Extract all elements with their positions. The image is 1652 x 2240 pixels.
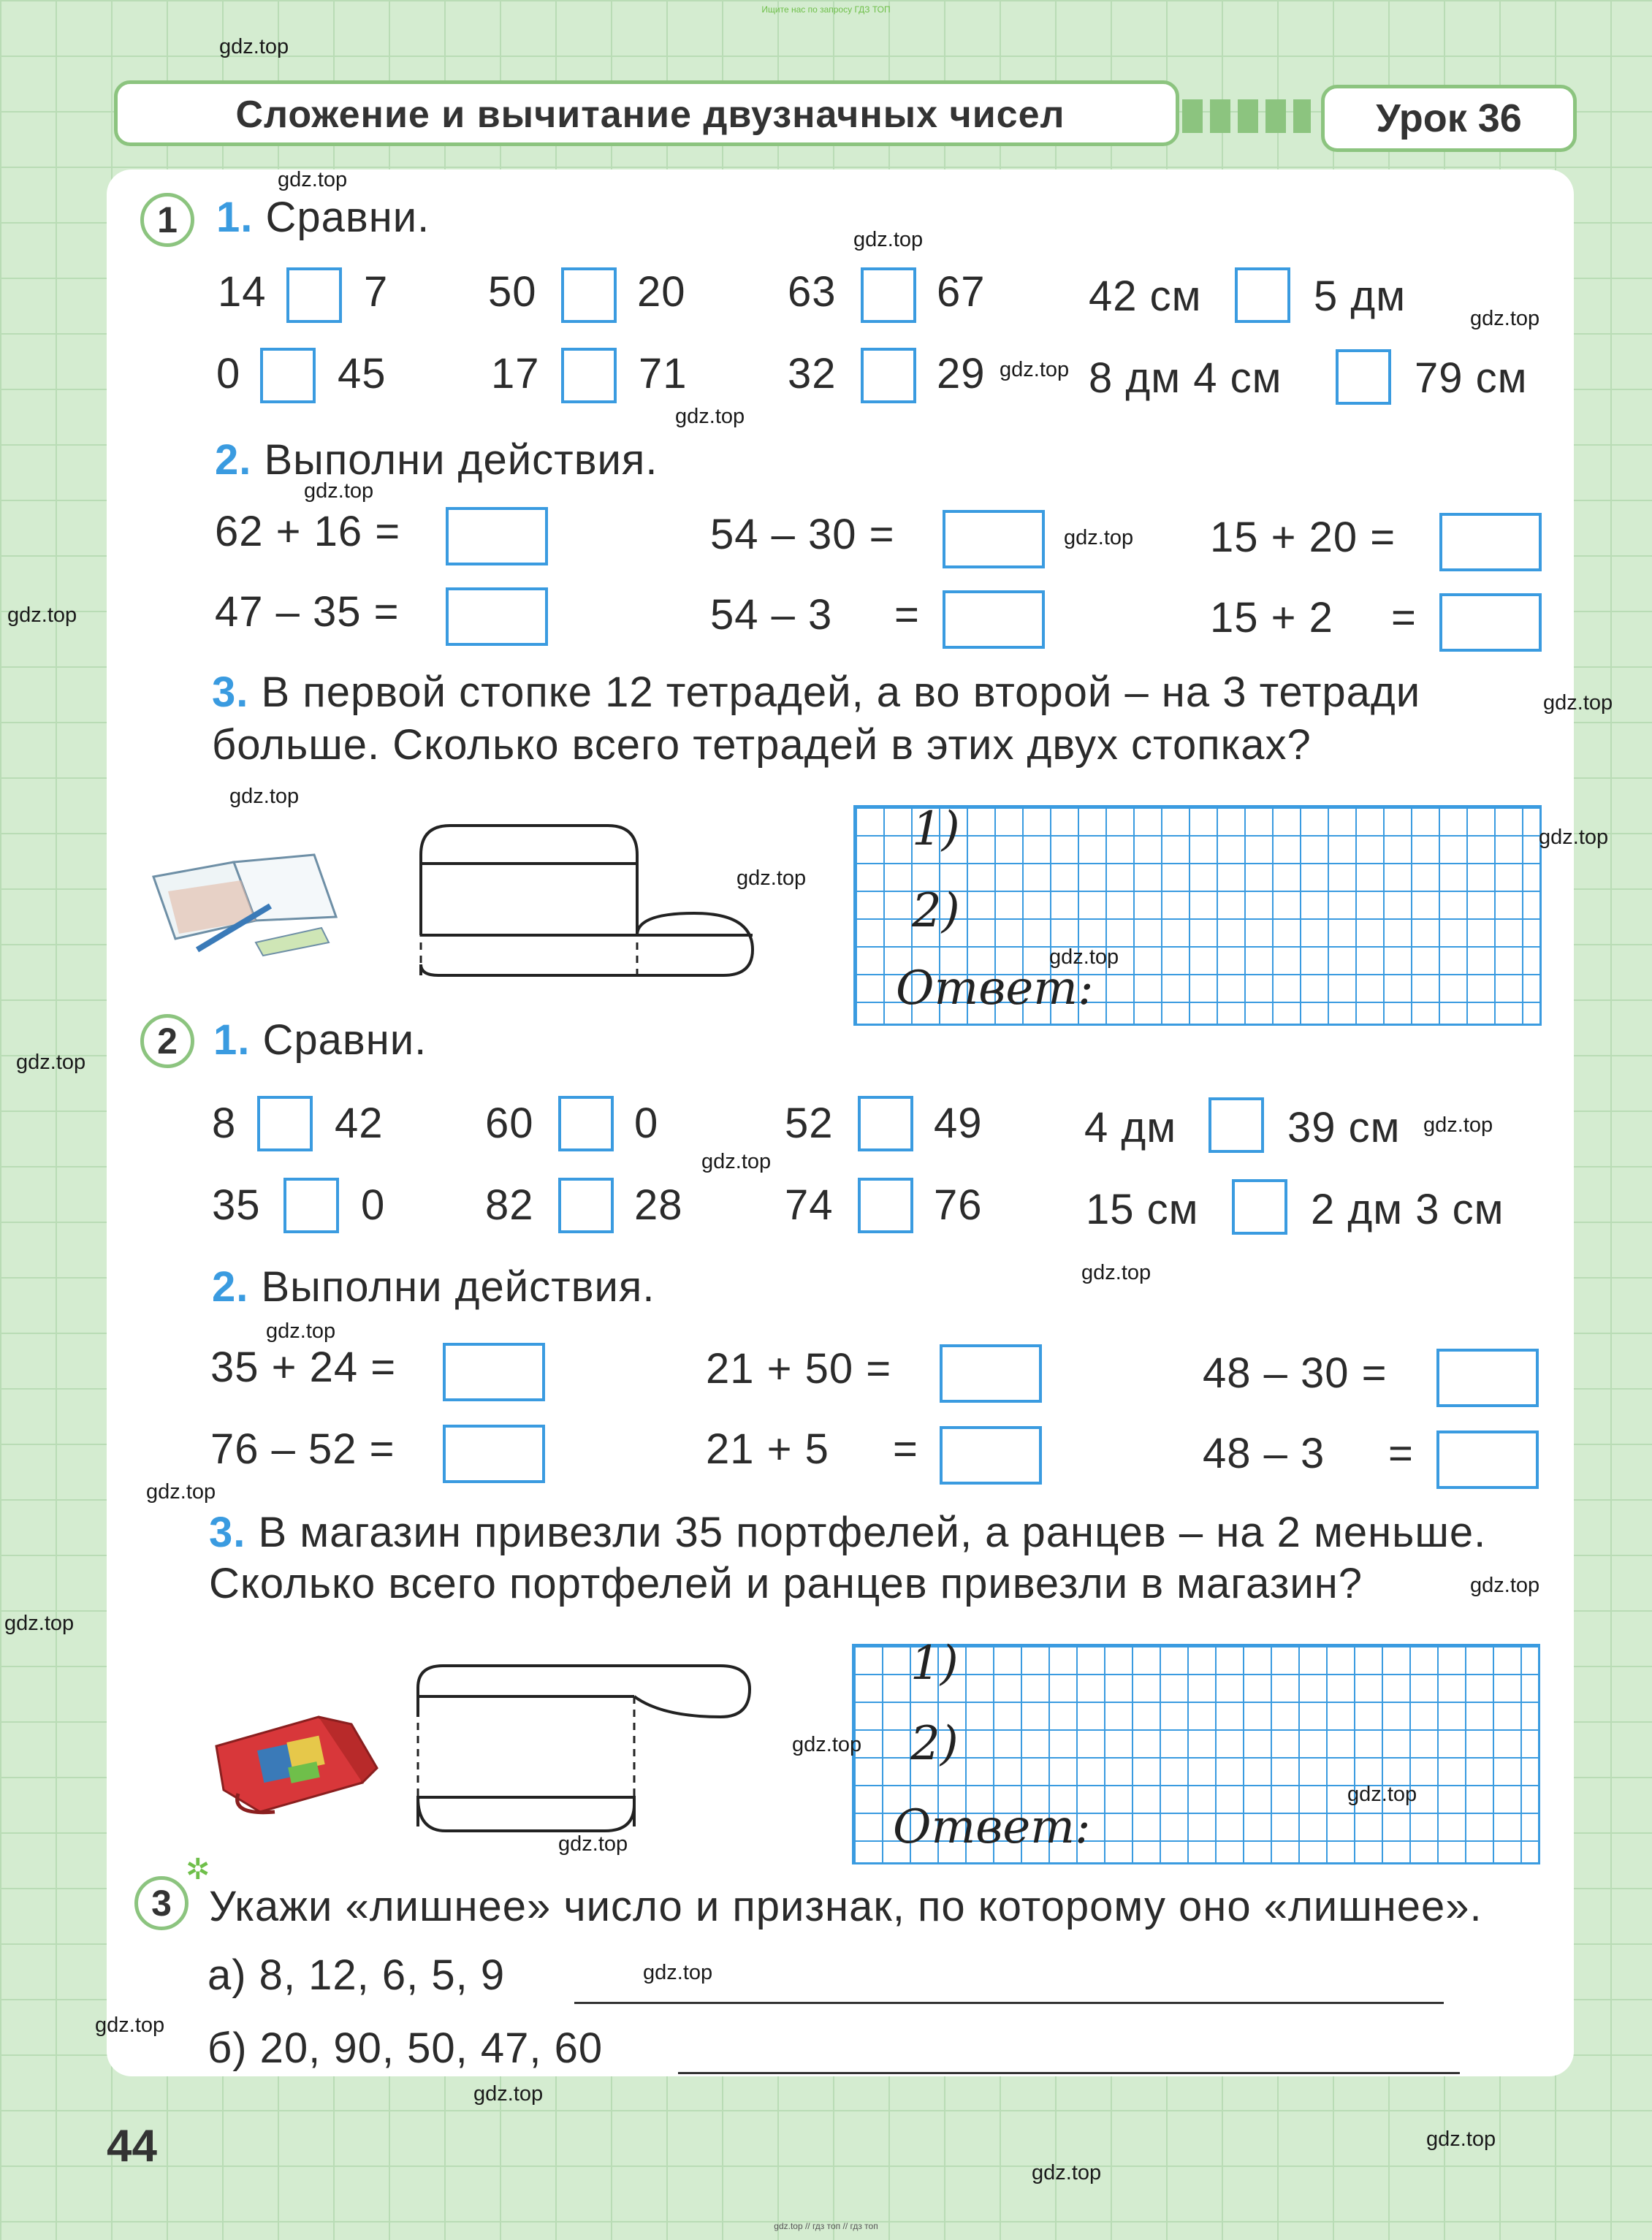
watermark: gdz.top	[473, 2082, 544, 2106]
s2-expr: 48 – 30 =	[1203, 1349, 1388, 1397]
watermark: gdz.top	[1543, 691, 1613, 715]
s1-cmp-a: 17	[491, 350, 540, 397]
s2-cmp-b: 42	[335, 1100, 384, 1147]
s2-cmp-b: 2 дм 3 см	[1311, 1186, 1504, 1233]
answer-box[interactable]	[446, 587, 548, 646]
scheme-2	[414, 1658, 764, 1834]
schoolbag-illustration	[209, 1702, 384, 1819]
watermark: gdz.top	[229, 785, 300, 808]
s2-task1-heading: 1. Сравни.	[213, 1016, 427, 1064]
watermark: gdz.top	[1426, 2127, 1496, 2151]
grid-label-answer: Ответ:	[896, 961, 1094, 1016]
s2-expr: 76 – 52 =	[210, 1425, 395, 1473]
compare-box[interactable]	[561, 267, 617, 323]
page-number: 44	[107, 2121, 157, 2171]
star-icon: ✲	[186, 1854, 210, 1886]
watermark: gdz.top	[1064, 526, 1134, 549]
s2-cmp-b: 28	[634, 1181, 683, 1229]
s2-expr: 21 + 5	[706, 1425, 829, 1473]
section-1-number: 1	[140, 193, 194, 247]
grid-label-2: 2)	[912, 884, 960, 938]
s3-item-b: б) 20, 90, 50, 47, 60	[208, 2024, 604, 2072]
compare-box[interactable]	[558, 1096, 614, 1151]
notebooks-illustration	[146, 847, 351, 957]
top-note: Ищите нас по запросу ГДЗ ТОП	[761, 4, 891, 15]
watermark: gdz.top	[558, 1832, 628, 1856]
scheme-1	[416, 818, 760, 979]
answer-box[interactable]	[940, 1344, 1042, 1403]
s2-task3-line2: Сколько всего портфелей и ранцев привезли в магазин?	[209, 1560, 1363, 1607]
grid-label-1: 1)	[910, 1637, 959, 1691]
s1-expr: 62 + 16 =	[215, 508, 401, 555]
answer-box[interactable]	[446, 507, 548, 565]
compare-box[interactable]	[558, 1178, 614, 1233]
compare-box[interactable]	[861, 348, 916, 403]
s1-cmp-a: 63	[788, 268, 837, 316]
s2-task2-heading: 2. Выполни действия.	[212, 1263, 655, 1311]
s1-expr: 54 – 30 =	[710, 511, 895, 558]
s1-cmp-b: 20	[637, 268, 686, 316]
s1-cmp-a: 42 см	[1089, 273, 1202, 320]
watermark: gdz.top	[278, 168, 348, 191]
watermark: gdz.top	[266, 1319, 336, 1343]
s2-cmp-a: 35	[212, 1181, 261, 1229]
watermark: gdz.top	[1470, 1574, 1540, 1597]
s2-cmp-b: 0	[361, 1181, 386, 1229]
compare-box[interactable]	[286, 267, 342, 323]
s3-item-a: а) 8, 12, 6, 5, 9	[208, 1951, 506, 1999]
compare-box[interactable]	[1336, 349, 1391, 405]
compare-box[interactable]	[257, 1096, 313, 1151]
s1-cmp-a: 32	[788, 350, 837, 397]
answer-line-a[interactable]	[574, 2002, 1444, 2004]
compare-box[interactable]	[561, 348, 617, 403]
watermark: gdz.top	[675, 405, 745, 428]
s1-cmp-b: 5 дм	[1314, 273, 1407, 320]
s1-cmp-b: 67	[937, 268, 986, 316]
answer-box[interactable]	[1436, 1431, 1539, 1489]
grid-label-answer: Ответ:	[893, 1800, 1091, 1854]
grid-label-1: 1)	[912, 802, 960, 856]
s1-expr-eq: =	[1391, 594, 1417, 641]
s1-cmp-a: 14	[218, 268, 267, 316]
s1-cmp-a: 0	[216, 350, 241, 397]
s1-task2-heading: 2. Выполни действия.	[215, 436, 658, 484]
s2-cmp-a: 82	[485, 1181, 534, 1229]
s2-cmp-a: 52	[785, 1100, 834, 1147]
answer-box[interactable]	[1436, 1349, 1539, 1407]
s2-expr-eq: =	[1388, 1430, 1414, 1477]
s1-expr: 47 – 35 =	[215, 588, 400, 636]
s1-cmp-b: 29	[937, 350, 986, 397]
s1-expr-eq: =	[894, 591, 920, 639]
s2-cmp-b: 39 см	[1287, 1104, 1401, 1151]
compare-box[interactable]	[858, 1096, 913, 1151]
s1-expr: 54 – 3	[710, 591, 833, 639]
answer-box[interactable]	[943, 590, 1045, 649]
s2-expr-eq: =	[893, 1425, 918, 1473]
s1-task3-line1: 3. В первой стопке 12 тетрадей, а во второй – на 3 тетради	[212, 668, 1421, 716]
s1-expr: 15 + 2	[1210, 594, 1333, 641]
s1-expr: 15 + 20 =	[1210, 514, 1396, 561]
answer-box[interactable]	[443, 1425, 545, 1483]
topic-banner	[114, 80, 1179, 146]
watermark: gdz.top	[792, 1733, 862, 1756]
watermark: gdz.top	[16, 1051, 86, 1074]
watermark: gdz.top	[1423, 1113, 1493, 1137]
watermark: gdz.top	[95, 2014, 165, 2037]
decor-bars	[1182, 99, 1311, 133]
s1-cmp-b: 71	[639, 350, 688, 397]
topic-title: Сложение и вычитание двузначных чисел	[235, 94, 1065, 136]
s2-cmp-b: 76	[934, 1181, 983, 1229]
watermark: gdz.top	[736, 866, 807, 890]
watermark: gdz.top	[4, 1612, 75, 1635]
s2-cmp-a: 15 см	[1086, 1186, 1199, 1233]
watermark: gdz.top	[304, 479, 374, 503]
answer-box[interactable]	[943, 510, 1045, 568]
compare-box[interactable]	[1232, 1179, 1287, 1235]
watermark: gdz.top	[1347, 1783, 1417, 1806]
section-2-number: 2	[140, 1014, 194, 1068]
s2-expr: 35 + 24 =	[210, 1344, 397, 1391]
grid-label-2: 2)	[910, 1717, 959, 1771]
compare-box[interactable]	[861, 267, 916, 323]
watermark: gdz.top	[643, 1961, 713, 1984]
watermark: gdz.top	[1539, 826, 1609, 849]
answer-line-b[interactable]	[678, 2072, 1460, 2074]
watermark: gdz.top	[1081, 1261, 1152, 1284]
answer-box[interactable]	[1439, 593, 1542, 652]
s2-expr: 21 + 50 =	[706, 1345, 892, 1393]
lesson-badge	[1321, 85, 1577, 152]
s2-cmp-a: 60	[485, 1100, 534, 1147]
s1-cmp-a: 8 дм 4 см	[1089, 354, 1282, 402]
watermark: gdz.top	[1032, 2161, 1102, 2184]
s2-cmp-b: 0	[634, 1100, 659, 1147]
section-3-number: 3	[134, 1876, 189, 1930]
s1-cmp-a: 50	[488, 268, 537, 316]
s2-cmp-b: 49	[934, 1100, 983, 1147]
compare-box[interactable]	[1208, 1097, 1264, 1153]
s1-cmp-b: 7	[364, 268, 389, 316]
bottom-note: gdz.top // гдз топ // гдз топ	[774, 2221, 878, 2231]
s2-cmp-a: 4 дм	[1084, 1104, 1177, 1151]
watermark: gdz.top	[1470, 307, 1540, 330]
answer-box[interactable]	[940, 1426, 1042, 1485]
watermark: gdz.top	[146, 1480, 216, 1504]
watermark: gdz.top	[853, 228, 924, 251]
s2-cmp-a: 8	[212, 1100, 237, 1147]
s1-cmp-b: 79 см	[1415, 354, 1528, 402]
compare-box[interactable]	[283, 1178, 339, 1233]
s1-task1-heading: 1. Сравни.	[216, 194, 430, 241]
s2-cmp-a: 74	[785, 1181, 834, 1229]
watermark: gdz.top	[7, 603, 77, 627]
s2-expr: 48 – 3	[1203, 1430, 1325, 1477]
watermark: gdz.top	[701, 1150, 772, 1173]
answer-box[interactable]	[1439, 513, 1542, 571]
s1-cmp-b: 45	[338, 350, 387, 397]
lesson-label: Урок 36	[1376, 96, 1522, 140]
s1-task3-line2: больше. Сколько всего тетрадей в этих двух стопках?	[212, 721, 1312, 769]
s3-task: Укажи «лишнее» число и признак, по которому оно «лишнее».	[209, 1883, 1482, 1930]
compare-box[interactable]	[1235, 267, 1290, 323]
compare-box[interactable]	[858, 1178, 913, 1233]
watermark: gdz.top	[219, 35, 289, 58]
compare-box[interactable]	[260, 348, 316, 403]
watermark: gdz.top	[1049, 945, 1119, 969]
answer-box[interactable]	[443, 1343, 545, 1401]
s2-task3-line1: 3. В магазин привезли 35 портфелей, а ранцев – на 2 меньше.	[209, 1509, 1487, 1556]
watermark: gdz.top	[1000, 358, 1070, 381]
